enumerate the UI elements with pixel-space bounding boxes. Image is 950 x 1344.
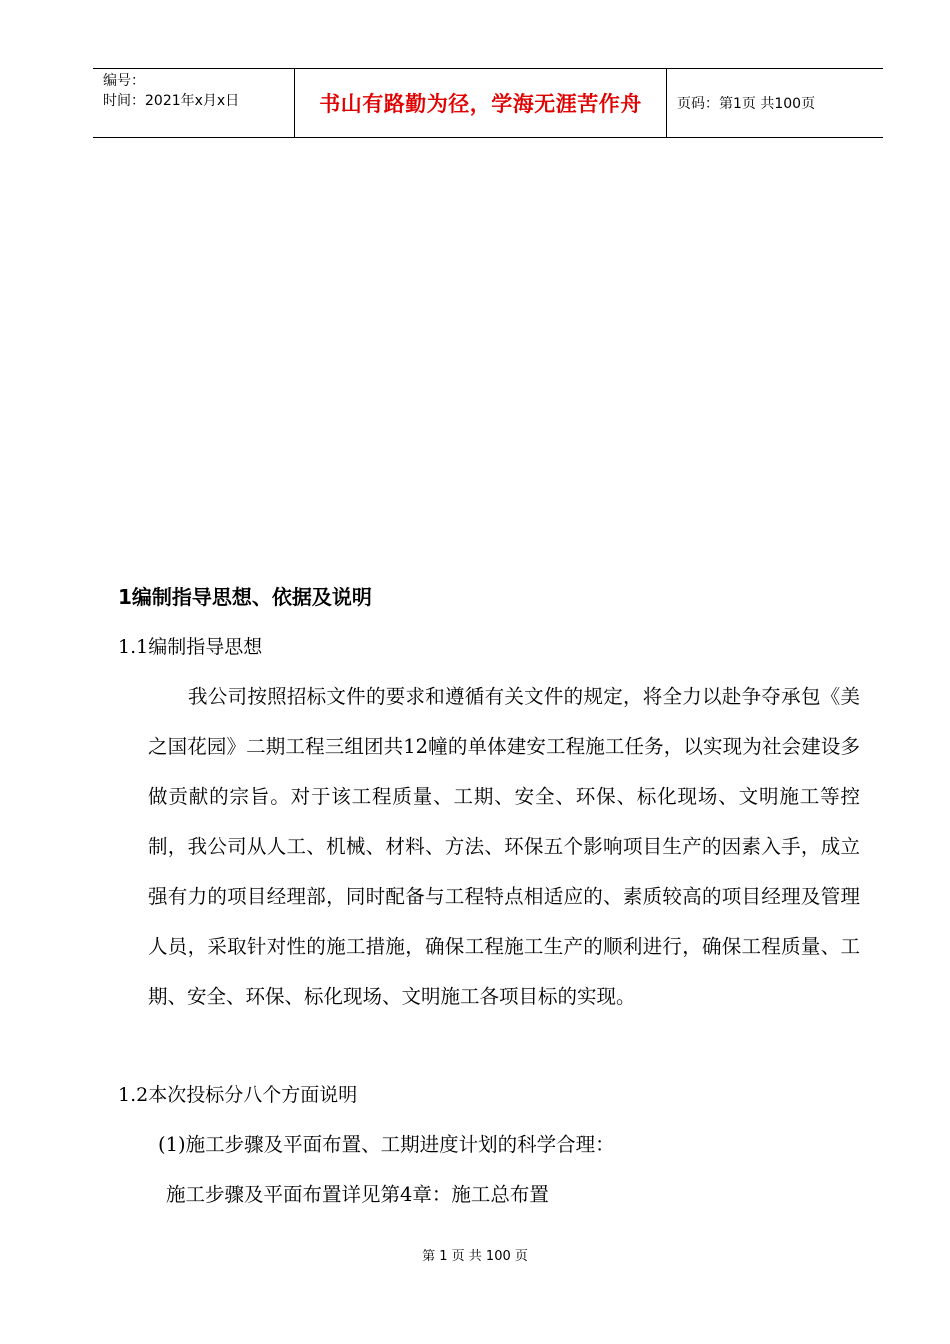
body-paragraph: 我公司按照招标文件的要求和遵循有关文件的规定，将全力以赴争夺承包《美之国花园》二期工程三组团共12幢的单体建安工程施工任务，以实现为社会建设多做贡献的宗旨。对于该工程质量、工期、安全、环保、标化现场、文明施工等控制，我公司从人工、机械、材料、方法、环保五个影响项目生产的因素入手，成立强有力的项目经理部，同时配备与工程特点相适应的、素质较高的项目经理及管理人员，采取针对性的施工措施，确保工程施工生产的顺利进行，确保工程质量、工期、安全、环保、标化现场、文明施工各项目标的实现。 [148, 685, 860, 1008]
section-heading: 1编制指导思想、依据及说明 [118, 585, 372, 609]
list-item-1: (1)施工步骤及平面布置、工期进度计划的科学合理： [158, 1133, 615, 1156]
page-header [93, 68, 883, 138]
header-meta [93, 69, 295, 137]
subsection-heading-1-1: 1.1编制指导思想 [118, 636, 263, 658]
header-motto: 书山有路勤为径，学海无涯苦作舟 [295, 69, 667, 137]
page-footer: 第 1 页 共 100 页 [422, 1249, 528, 1264]
header-page-info: 页码：第1页 共100页 [677, 96, 816, 112]
subsection-heading-1-2: 1.2本次投标分八个方面说明 [118, 1084, 358, 1106]
time-label: 时间：2021年x月x日 [103, 93, 240, 109]
serial-label: 编号： [103, 73, 145, 89]
list-item-1-detail: 施工步骤及平面布置详见第4章：施工总布置 [166, 1183, 549, 1206]
